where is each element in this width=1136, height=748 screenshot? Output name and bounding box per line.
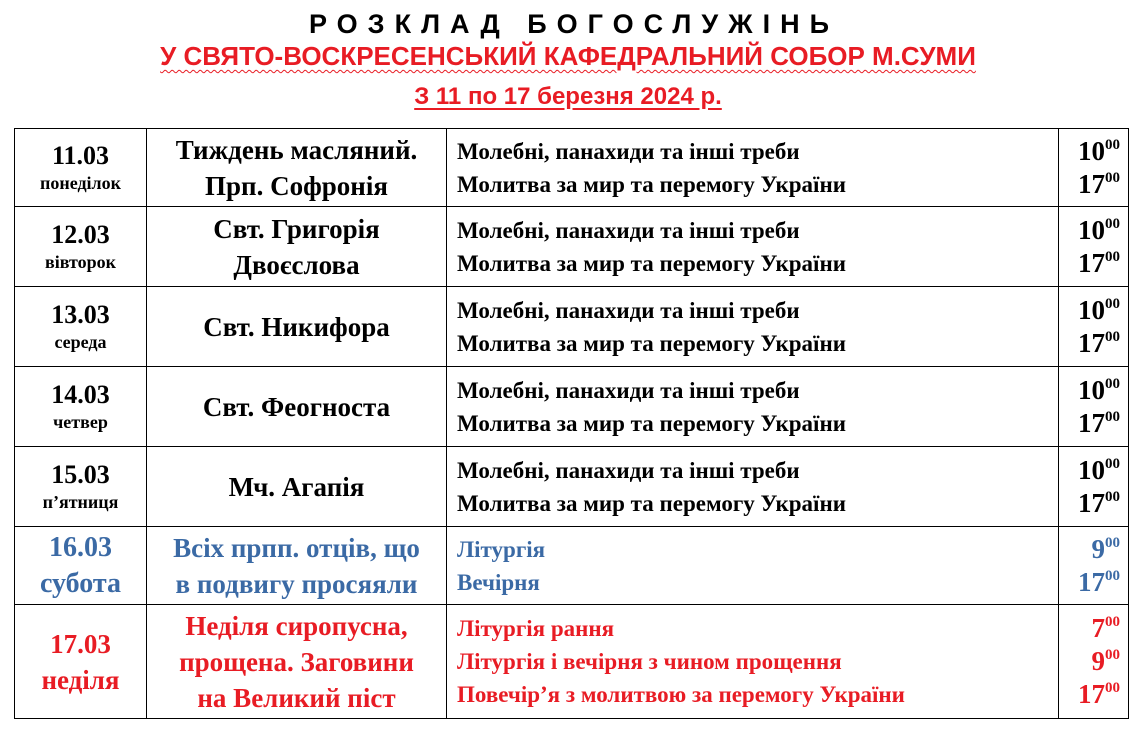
- service-time: [1059, 374, 1120, 407]
- feast-line: Мч. Агапія: [228, 471, 365, 502]
- time-hour: 17: [1078, 487, 1105, 518]
- table-row: [15, 129, 1129, 207]
- service-line: Молитва за мир та перемогу України: [457, 410, 846, 436]
- date-range: З 11 по 17 березня 2024 р.: [414, 83, 722, 110]
- feast-line: в подвигу просяяли: [175, 568, 418, 599]
- time-minutes: 00: [1105, 136, 1120, 153]
- schedule-body: [15, 129, 1129, 719]
- time-hour: 17: [1078, 247, 1105, 278]
- feast-line: Двоєслова: [233, 249, 360, 280]
- service-time: [1059, 533, 1120, 566]
- time-minutes: 00: [1105, 248, 1120, 265]
- time-hour: 17: [1078, 679, 1105, 709]
- date-cell: [15, 207, 147, 287]
- times-cell: [1059, 367, 1129, 447]
- time-hour: 17: [1078, 566, 1105, 597]
- table-row: [15, 367, 1129, 447]
- feast-cell: [147, 527, 447, 605]
- date-cell: [15, 129, 147, 207]
- feast-line: Всіх прпп. отців, що: [173, 532, 420, 563]
- time-minutes: 00: [1105, 488, 1120, 505]
- service-line: Молитва за мир та перемогу України: [457, 330, 846, 356]
- service-line: Молитва за мир та перемогу України: [457, 250, 846, 276]
- date: 17.03: [50, 628, 111, 659]
- time-hour: 17: [1078, 168, 1105, 199]
- time-hour: 9: [1091, 533, 1105, 564]
- subtitle-text: У СВЯТО-ВОСКРЕСЕНСЬКИЙ КАФЕДРАЛЬНИЙ СОБОР М.СУМИ: [160, 41, 976, 71]
- time-hour: 10: [1078, 454, 1105, 485]
- time-hour: 9: [1091, 646, 1105, 676]
- date-cell: [15, 287, 147, 367]
- service-time: [1059, 135, 1120, 168]
- date-cell: [15, 605, 147, 719]
- table-row: [15, 447, 1129, 527]
- feast-line: Свт. Никифора: [203, 311, 390, 342]
- date-cell: [15, 527, 147, 605]
- service-time: [1059, 327, 1120, 360]
- times-cell: [1059, 287, 1129, 367]
- feast-line: Свт. Григорія: [213, 213, 380, 244]
- services-cell: [447, 527, 1059, 605]
- table-row: [15, 527, 1129, 605]
- times-cell: [1059, 447, 1129, 527]
- time-minutes: 00: [1105, 295, 1120, 312]
- time-hour: 10: [1078, 214, 1105, 245]
- time-minutes: 00: [1105, 215, 1120, 232]
- service-line: Молебні, панахиди та інші треби: [457, 377, 800, 403]
- service-line: Молебні, панахиди та інші треби: [457, 457, 800, 483]
- times-cell: [1059, 129, 1129, 207]
- services-cell: [447, 367, 1059, 447]
- feast-line: Тиждень масляний.: [175, 134, 418, 165]
- times-cell: [1059, 605, 1129, 719]
- time-minutes: 00: [1105, 567, 1120, 584]
- schedule-header: [0, 0, 1136, 110]
- service-line: Молебні, панахиди та інші треби: [457, 217, 800, 243]
- service-line: Молебні, панахиди та інші треби: [457, 297, 800, 323]
- services-cell: [447, 605, 1059, 719]
- feast-cell: [147, 207, 447, 287]
- page-subtitle: [0, 40, 1136, 72]
- feast-cell: [147, 605, 447, 719]
- feast-line: Прп. Софронія: [205, 170, 388, 201]
- page-title: РОЗКЛАД БОГОСЛУЖІНЬ: [309, 9, 839, 39]
- service-line: Літургія рання: [457, 616, 615, 641]
- date: 15.03: [51, 459, 110, 489]
- table-row: [15, 605, 1129, 719]
- weekday: вівторок: [45, 251, 116, 272]
- services-cell: [447, 207, 1059, 287]
- date: 13.03: [51, 299, 110, 329]
- time-minutes: 00: [1105, 680, 1120, 696]
- times-cell: [1059, 207, 1129, 287]
- feast-cell: [147, 367, 447, 447]
- service-time: [1059, 407, 1120, 440]
- time-minutes: 00: [1105, 534, 1120, 551]
- times-cell: [1059, 527, 1129, 605]
- service-time: [1059, 214, 1120, 247]
- feast-line: прощена. Заговини: [179, 646, 414, 677]
- time-minutes: 00: [1105, 408, 1120, 425]
- feast-line: на Великий піст: [197, 682, 396, 713]
- service-time: [1059, 678, 1120, 711]
- date: 14.03: [51, 379, 110, 409]
- services-cell: [447, 447, 1059, 527]
- service-time: [1059, 612, 1120, 645]
- services-cell: [447, 129, 1059, 207]
- service-time: [1059, 487, 1120, 520]
- weekday: четвер: [53, 411, 108, 432]
- date: 12.03: [51, 219, 110, 249]
- service-line: Вечірня: [457, 569, 540, 595]
- service-time: [1059, 566, 1120, 599]
- service-time: [1059, 645, 1120, 678]
- service-time: [1059, 168, 1120, 201]
- time-hour: 10: [1078, 135, 1105, 166]
- weekday: понеділок: [39, 172, 122, 193]
- table-row: [15, 207, 1129, 287]
- weekday: п’ятниця: [42, 491, 119, 512]
- feast-cell: [147, 447, 447, 527]
- time-hour: 7: [1091, 613, 1105, 643]
- weekday: субота: [39, 567, 122, 599]
- time-minutes: 00: [1105, 375, 1120, 392]
- table-row: [15, 287, 1129, 367]
- date: 16.03: [49, 531, 112, 563]
- feast-line: Свт. Феогноста: [202, 391, 391, 422]
- services-cell: [447, 287, 1059, 367]
- time-hour: 17: [1078, 407, 1105, 438]
- date: 11.03: [51, 140, 110, 170]
- weekday: неділя: [41, 664, 120, 695]
- service-time: [1059, 294, 1120, 327]
- feast-line: Неділя сиропусна,: [185, 610, 408, 641]
- service-line: Молебні, панахиди та інші треби: [457, 138, 800, 164]
- feast-cell: [147, 129, 447, 207]
- service-time: [1059, 454, 1120, 487]
- time-minutes: 00: [1105, 455, 1120, 472]
- time-minutes: 00: [1105, 614, 1120, 630]
- service-line: Літургія: [457, 536, 546, 562]
- time-minutes: 00: [1105, 328, 1120, 345]
- service-line: Літургія і вечірня з чином прощення: [457, 649, 842, 674]
- schedule-table: [14, 128, 1129, 719]
- service-line: Молитва за мир та перемогу України: [457, 171, 846, 197]
- time-hour: 17: [1078, 327, 1105, 358]
- date-cell: [15, 367, 147, 447]
- feast-cell: [147, 287, 447, 367]
- service-line: Повечір’я з молитвою за перемогу України: [457, 682, 905, 707]
- time-hour: 10: [1078, 374, 1105, 405]
- service-line: Молитва за мир та перемогу України: [457, 490, 846, 516]
- date-cell: [15, 447, 147, 527]
- time-minutes: 00: [1105, 169, 1120, 186]
- time-hour: 10: [1078, 294, 1105, 325]
- service-time: [1059, 247, 1120, 280]
- time-minutes: 00: [1105, 647, 1120, 663]
- weekday: середа: [54, 331, 107, 352]
